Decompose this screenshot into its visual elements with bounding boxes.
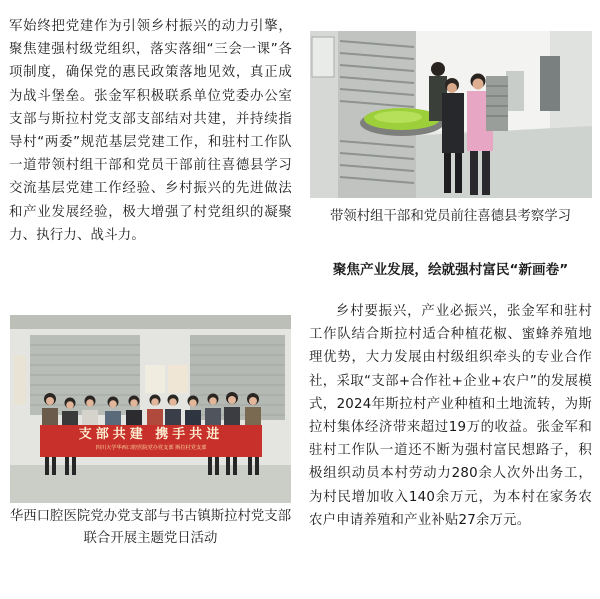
inspection-photo-illustration (310, 31, 592, 198)
caption-left: 华西口腔医院党办党支部与书古镇斯拉村党支部联合开展主题党日活动 (9, 509, 292, 546)
caption-right: 带领村组干部和党员前往喜德县考察学习 (329, 209, 572, 224)
banner-text: 支部共建 携手共进 (78, 427, 224, 442)
left-paragraph: 军始终把党建作为引领乡村振兴的动力引擎，聚焦建强村级党组织，落实落细“三会一课”各项制度，确保党的惠民政策落地见效，真正成为战斗堡垒。张金军积极联系单位党委办公室支部与斯拉村党支部支部结对共建，并持续指导村“两委”规范基层党建工作，和驻村工作队一道带领村组干部和党员干部前往喜德县学习交流基层党建工作经验、乡村振兴的先进做法和产业发展经验，极大增强了村党组织的凝聚力、执行力、战斗力。 (9, 19, 292, 243)
right-paragraph: 乡村要振兴，产业必振兴，张金军和驻村工作队结合斯拉村适合种植花椒、蜜蜂养殖地理优势，大力发展由村级组织牵头的专业合作社，采取“支部+合作社+企业+农户”的发展模式，2024年斯拉村产业种植和土地流转，为斯拉村集体经济带来超过19万的收益。张金军和驻村工作队一道还不断为强村富民想路子，积极组织动员本村劳动力280余人次外出务工，为村民增加收入140余万元，为本村在家务农农户申请养殖和产业补贴27余万元。 (309, 304, 592, 528)
photo-group-banner (10, 315, 291, 503)
section-heading: 聚焦产业发展，绘就强村富民“新画卷” (332, 262, 569, 278)
photo-tea-inspection (310, 31, 592, 198)
banner-subtext: 四川大学华西口腔医院党办党支部 斯拉村党支部 (95, 445, 207, 451)
group-photo-illustration (10, 315, 291, 503)
